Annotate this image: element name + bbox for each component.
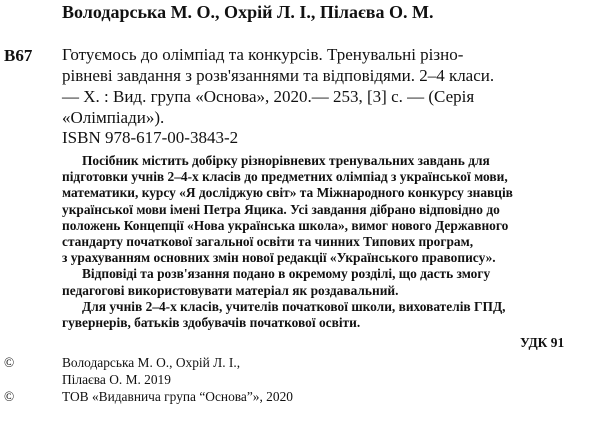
annotation-line: української мови імені Петра Яцика. Усі завдання дібрано відповідно до [62, 201, 500, 217]
annotation-line: Посібник містить добірку різнорівневих тренувальних завдань для [82, 153, 490, 168]
annotation-line: гувернерів, батьків здобувачів початкової освіти. [62, 315, 361, 331]
annotation-line: Для учнів 2–4-х класів, учителів початкової школи, вихователів ГПД, [82, 298, 506, 314]
annotation-line: Відповіді та розв'язання подано в окремому розділі, що дасть змогу [82, 266, 491, 282]
copyright-holder: Володарська М. О., Охрій Л. І., [62, 355, 241, 370]
copyright-icon: © [4, 355, 15, 370]
authors-heading: Володарська М. О., Охрій Л. І., Пілаєва О. М. [62, 2, 434, 22]
annotation-line: математики, курсу «Я досліджую світ» та Міжнародного конкурсу знавців [62, 185, 513, 201]
annotation-line: педагогові використовувати матеріал як роздавальний. [62, 282, 399, 298]
copyright-publisher: ТОВ «Видавнича група “Основа”», 2020 [62, 389, 293, 404]
copyright-block [4, 354, 564, 405]
description-line: Готуємось до олімпіад та конкурсів. Тренувальні різно- [62, 45, 464, 64]
annotation-line: з урахуванням основних змін нової редакції «Українського правопису». [62, 250, 496, 266]
catalog-code: В67 [4, 46, 33, 65]
copyright-entry-continuation [4, 371, 564, 388]
copyright-entry [4, 354, 564, 371]
annotation-line: стандарту початкової загальної освіти та чинних Типових програм, [62, 234, 474, 250]
copyright-holder: Пілаєва О. М. 2019 [62, 372, 171, 387]
description-line: «Олімпіади»). [62, 108, 165, 127]
description-line: — Х. : Вид. група «Основа», 2020.— 253, [3] с. — (Серія [62, 87, 475, 106]
annotation-line: положень Концепції «Нова українська школа», вимог нового Державного [62, 217, 509, 233]
copyright-entry [4, 388, 564, 405]
bibliographic-description [62, 44, 572, 128]
annotation-line: підготовки учнів 2–4-х класів до предметних олімпіад з української мови, [62, 169, 508, 185]
udk-code: УДК 91 [520, 335, 565, 350]
description-line: рівневі завдання з розв'язаннями та відповідями. 2–4 класи. [62, 66, 495, 85]
copyright-icon: © [4, 389, 15, 404]
isbn-number: ISBN 978-617-00-3843-2 [62, 128, 239, 147]
annotation-text [62, 153, 582, 331]
